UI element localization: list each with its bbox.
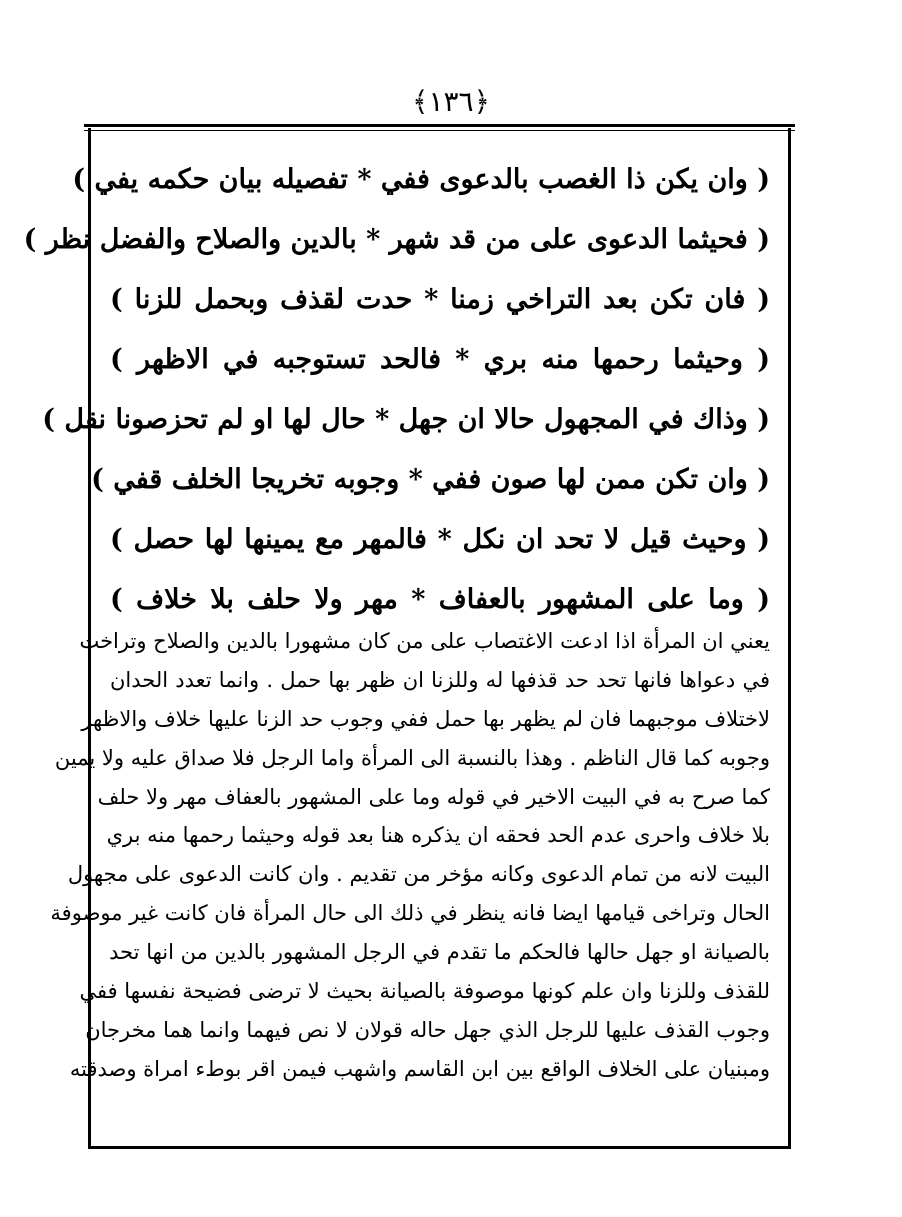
commentary-block (50, 622, 770, 1089)
commentary-line: للقذف وللزنا وان علم كونها موصوفة بالصيانة بحيث لا ترضى فضيحة نفسها ففي (79, 979, 770, 1004)
verse-line: ( وان تكن ممن لها صون ففي * وجوبه تخريجا الخلف قفي ) (91, 464, 770, 495)
commentary-line: الحال وتراخى قيامها ايضا فانه ينظر في ذلك الى حال المرأة فان كانت غير موصوفة (50, 901, 770, 926)
commentary-line: وجوبه كما قال الناظم . وهذا بالنسبة الى المرأة واما الرجل فلا صداق عليه ولا يمين (54, 745, 770, 770)
verse-line: ( وذاك في المجهول حالا ان جهل * حال لها او لم تحزصونا نقل ) (42, 404, 770, 435)
page-number: ﴿١٣٦﴾ (412, 85, 490, 118)
verse-line: ( فحيثما الدعوى على من قد شهر * بالدين والصلاح والفضل نظر ) (23, 224, 770, 255)
commentary-line: كما صرح به في البيت الاخير في قوله وما على المشهور بالعفاف مهر ولا حلف (97, 784, 770, 809)
verse-block (23, 150, 770, 630)
commentary-line: في دعواها فانها تحد حد قذفها له وللزنا ان ظهر بها حمل . وانما تعدد الحدان (110, 667, 770, 692)
verse-line: ( وان يكن ذا الغصب بالدعوى ففي * تفصيله بيان حكمه يفي ) (72, 164, 770, 195)
verse-line: ( وحيث قيل لا تحد ان نكل * فالمهر مع يمينها لها حصل ) (110, 524, 770, 555)
verse-line: ( فان تكن بعد التراخي زمنا * حدت لقذف وبحمل للزنا ) (110, 284, 770, 315)
verse-line: ( وما على المشهور بالعفاف * مهر ولا حلف بلا خلاف ) (110, 584, 770, 615)
commentary-line: يعني ان المرأة اذا ادعت الاغتصاب على من كان مشهورا بالدين والصلاح وتراخت (79, 629, 770, 653)
commentary-line: بالصيانة او جهل حالها فالحكم ما تقدم في الرجل المشهور بالدين من انها تحد (109, 940, 770, 965)
frame-top-rule (84, 124, 795, 127)
commentary-line: لاختلاف موجبهما فان لم يظهر بها حمل ففي وجوب حد الزنا عليها خلاف والاظهر (81, 706, 770, 731)
commentary-line: بلا خلاف واحرى عدم الحد فحقه ان يذكره هنا بعد قوله وحيثما رحمها منه بري (106, 823, 770, 848)
commentary-line: ومبنيان على الخلاف الواقع بين ابن القاسم واشهب فيمن اقر بوطء امراة وصدقته (69, 1056, 770, 1081)
commentary-line: البيت لانه من تمام الدعوى وكانه مؤخر من تقديم . وان كانت الدعوى على مجهول (67, 862, 770, 887)
verse-line: ( وحيثما رحمها منه بري * فالحد تستوجبه في الاظهر ) (110, 344, 770, 375)
commentary-line: وجوب القذف عليها للرجل الذي جهل حاله قولان لا نص فيهما وانما هما مخرجان (85, 1017, 770, 1042)
